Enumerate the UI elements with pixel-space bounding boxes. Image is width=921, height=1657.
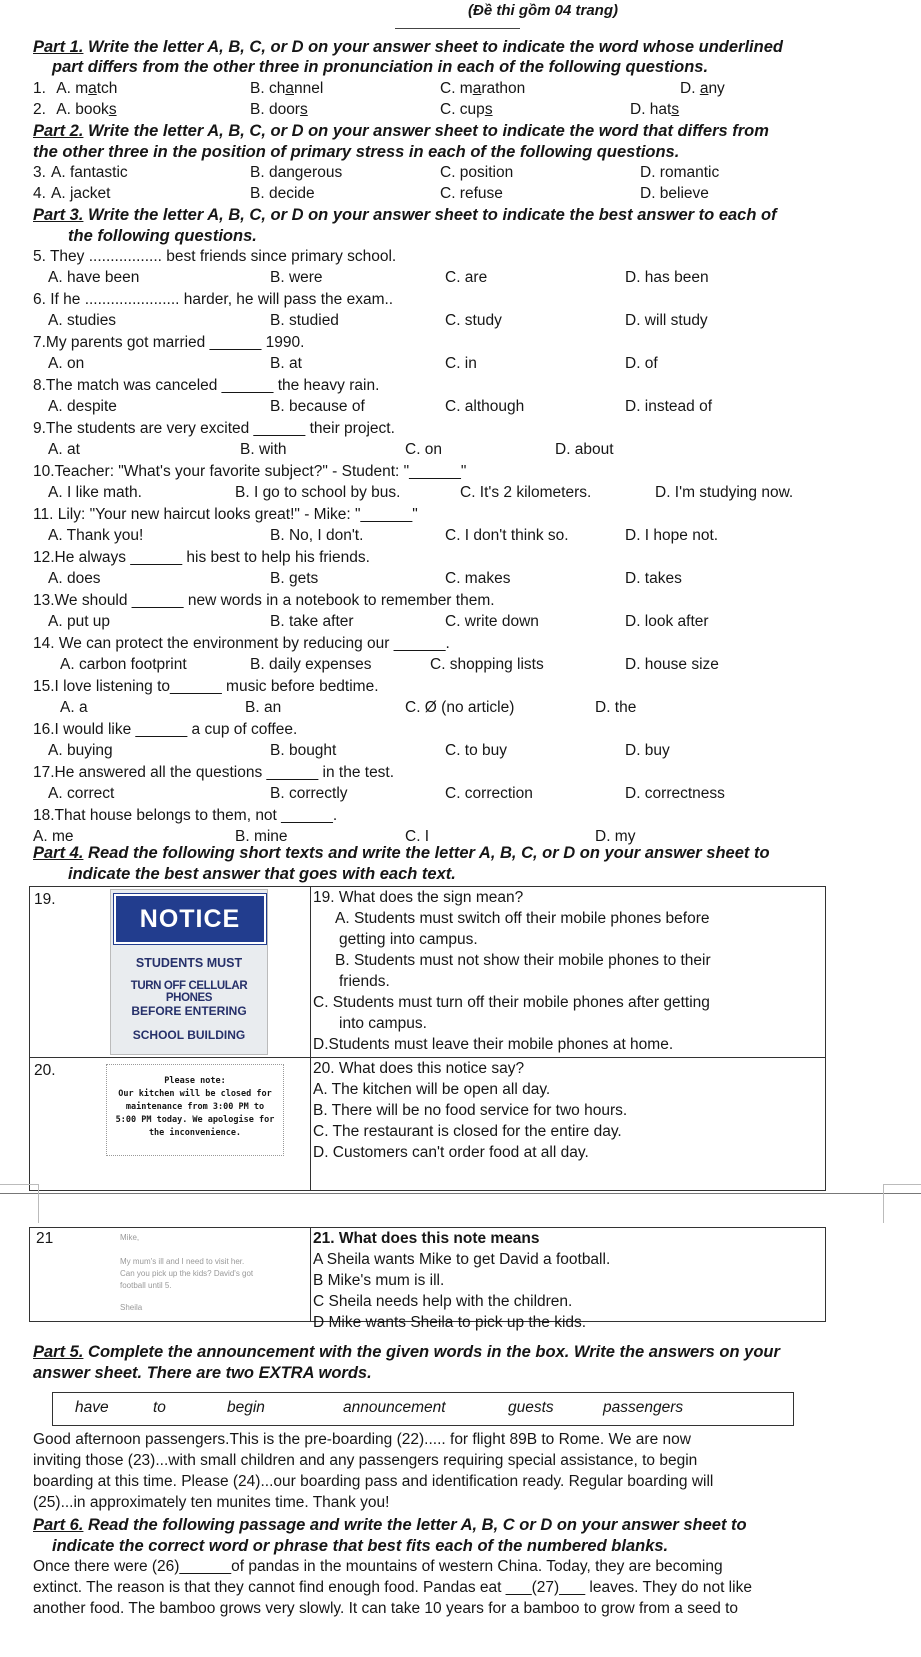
q18-option-a: A. me [33,828,74,845]
q11-option-b: B. No, I don't. [270,527,364,544]
page-header: (Đề thi gồm 04 trang) [468,2,619,19]
q7-option-a: A. on [48,355,85,372]
q2-a: A. books [56,101,117,118]
q12-option-b: B. gets [270,570,319,587]
part5-instr-a: Complete the announcement with the given words in the box. Write the answers on your [88,1343,780,1361]
part4-table [29,886,826,1191]
q14-option-c: C. shopping lists [430,656,544,673]
q3-b: B. dangerous [250,164,343,181]
q1-c: C. marathon [440,80,526,97]
q9-option-b: B. with [240,441,287,458]
part3-instr-a: Write the letter A, B, C, or D on your answer sheet to indicate the best answer to each of [88,206,777,224]
q17-option-a: A. correct [48,785,115,802]
q10-stem: 10.Teacher: "What's your favorite subject?" - Student: "______" [33,463,467,480]
part6-passage-l1: Once there were (26)______of pandas in the mountains of western China. Today, they are becoming [33,1558,723,1575]
q12-stem: 12.He always ______ his best to help his friends. [33,549,370,566]
q10-option-b: B. I go to school by bus. [235,484,401,501]
q21-option-b: B Mike's mum is ill. [313,1272,445,1289]
q19-option-b2: friends. [339,973,390,990]
q4-c: C. refuse [440,185,503,202]
q2-b: B. doors [250,101,308,118]
q6-option-b: B. studied [270,312,339,329]
q20-num: 20. [34,1062,56,1079]
q14-option-d: D. house size [625,656,719,673]
part5-label: Part 5. [33,1343,84,1361]
notice-sign-l4: SCHOOL BUILDING [132,1028,246,1042]
q21-num: 21 [36,1230,54,1247]
part2-instr-a: Write the letter A, B, C, or D on your answer sheet to indicate the word that differs from [88,122,769,140]
q18-option-b: B. mine [235,828,288,845]
kitchen-notice-l3: 5:00 PM today. We apologise for [115,1115,275,1125]
part3-instruction-cont: the following questions. [68,227,257,245]
q13-option-b: B. take after [270,613,354,630]
q2-row [33,101,117,119]
part5-passage-l1: Good afternoon passengers.This is the pre-boarding (22)..... for flight 89B to Rome. We are now [33,1431,691,1448]
q16-option-c: C. to buy [445,742,508,759]
q4-b: B. decide [250,185,315,202]
word-box [52,1392,794,1426]
q12-option-a: A. does [48,570,101,587]
part2-instruction-cont: the other three in the position of primary stress in each of the following questions. [33,143,680,161]
part5-instruction [33,1343,780,1362]
q19-right-cell [311,887,826,1058]
part6-instr-a: Read the following passage and write the letter A, B, C or D on your answer sheet to [88,1516,747,1534]
q8-option-d: D. instead of [625,398,713,415]
part1-label: Part 1. [33,38,84,56]
q14-option-a: A. carbon footprint [60,656,187,673]
q15-option-c: C. Ø (no article) [405,699,515,716]
q12-option-c: C. makes [445,570,511,587]
part5-instruction-cont: answer sheet. There are two EXTRA words. [33,1364,372,1382]
word-box-item-5: guests [508,1399,554,1416]
q11-option-d: D. I hope not. [625,527,719,544]
part5-passage-l4: (25)...in approximately ten munites time. Thank you! [33,1494,390,1511]
q20-option-c: C. The restaurant is closed for the entire day. [313,1123,622,1140]
q21-option-d: D Mike wants Sheila to pick up the kids. [313,1314,587,1331]
q8-option-b: B. because of [270,398,365,415]
q21-option-c: C Sheila needs help with the children. [313,1293,573,1310]
q1-a: A. match [56,80,118,97]
q1-num: 1. [33,80,46,97]
part4-instruction [33,844,770,863]
q15-option-b: B. an [245,699,282,716]
q1-b: B. channel [250,80,324,97]
q19-option-a2: getting into campus. [339,931,478,948]
part2-instruction [33,122,769,141]
word-box-item-4: announcement [343,1399,446,1416]
q8-stem: 8.The match was canceled ______ the heavy rain. [33,377,380,394]
q6-option-a: A. studies [48,312,117,329]
q21-question: 21. What does this note means [313,1230,540,1247]
q12-option-d: D. takes [625,570,682,587]
q20-option-b: B. There will be no food service for two hours. [313,1102,628,1119]
q10-option-a: A. I like math. [48,484,142,501]
sheila-note-l5: Sheila [120,1303,143,1312]
header-rule [395,28,520,29]
word-box-item-6: passengers [603,1399,684,1416]
q5-option-d: D. has been [625,269,709,286]
q19-question: 19. What does the sign mean? [313,889,524,906]
part1-instr-a: Write the letter A, B, C, or D on your answer sheet to indicate the word whose underlined [88,38,783,56]
q13-stem: 13.We should ______ new words in a notebook to remember them. [33,592,495,609]
q19-left-cell [30,887,311,1058]
sheila-note [120,1232,310,1314]
q20-left-cell [30,1058,311,1191]
q9-option-a: A. at [48,441,80,458]
part3-instruction [33,206,777,225]
notice-sign-header [114,894,266,944]
q14-option-b: B. daily expenses [250,656,372,673]
q10-option-c: C. It's 2 kilometers. [460,484,592,501]
sheila-note-l3: Can you pick up the kids? David's got [120,1269,254,1278]
q7-option-c: C. in [445,355,477,372]
q16-option-a: A. buying [48,742,113,759]
q2-c: C. cups [440,101,493,118]
q6-option-c: C. study [445,312,502,329]
q4-d: D. believe [640,185,709,202]
q8-option-c: C. although [445,398,525,415]
part4-instruction-cont: indicate the best answer that goes with each text. [68,865,456,883]
q1-row [33,80,117,98]
kitchen-notice [106,1064,284,1156]
q20-right-cell [311,1058,826,1191]
q13-option-d: D. look after [625,613,709,630]
q11-stem: 11. Lily: "Your new haircut looks great!" - Mike: "______" [33,506,418,523]
q13-option-c: C. write down [445,613,539,630]
q2-d: D. hats [630,101,680,118]
q5-stem: 5. They ................. best friends since primary school. [33,248,397,265]
part6-label: Part 6. [33,1516,84,1534]
q7-option-d: D. of [625,355,658,372]
word-box-item-2: to [153,1399,166,1416]
q19-num: 19. [34,891,56,908]
q11-option-c: C. I don't think so. [445,527,569,544]
q19-option-d: D.Students must leave their mobile phones at home. [313,1036,674,1053]
part4-table-q21 [29,1227,826,1331]
q20-question: 20. What does this notice say? [313,1060,525,1077]
page-break-bracket-right [883,1184,921,1223]
notice-sign [110,889,268,1055]
page-break-line [0,1193,921,1194]
q16-option-b: B. bought [270,742,337,759]
q16-stem: 16.I would like ______ a cup of coffee. [33,721,298,738]
q21-left-cell [30,1228,311,1322]
q2-num: 2. [33,101,46,118]
q18-stem: 18.That house belongs to them, not ______. [33,807,338,824]
notice-sign-l2: TURN OFF CELLULAR PHONES [130,980,248,1004]
notice-sign-l3: BEFORE ENTERING [131,1004,247,1018]
notice-sign-title: NOTICE [139,905,241,933]
q21-option-a: A Sheila wants Mike to get David a football. [313,1251,611,1268]
q19-option-a1: A. Students must switch off their mobile phones before [335,910,710,927]
part6-instruction [33,1516,747,1535]
q9-option-d: D. about [555,441,614,458]
part2-label: Part 2. [33,122,84,140]
q20-option-d: D. Customers can't order food at all day. [313,1144,589,1161]
q18-option-c: C. I [405,828,430,845]
q3-num: 3. [33,164,46,181]
q19-option-c2: into campus. [339,1015,427,1032]
q3-d: D. romantic [640,164,720,181]
q13-option-a: A. put up [48,613,111,630]
q16-option-d: D. buy [625,742,670,759]
q7-option-b: B. at [270,355,302,372]
sheila-note-l1: Mike, [120,1233,140,1242]
kitchen-notice-l1: Our kitchen will be closed for [118,1089,272,1099]
q4-num: 4. [33,185,46,202]
part4-instr-a: Read the following short texts and write the letter A, B, C, or D on your answer sheet to [88,844,770,862]
q21-right-cell [311,1228,826,1331]
q4-a: A. jacket [51,185,111,202]
kitchen-notice-l2: maintenance from 3:00 PM to [125,1102,265,1112]
part3-label: Part 3. [33,206,84,224]
q3-c: C. position [440,164,514,181]
part6-passage-l3: another food. The bamboo grows very slowly. It can take 10 years for a bamboo to grow from a seed to [33,1600,739,1617]
part5-passage-l3: boarding at this time. Please (24)...our boarding pass and identification ready. Regular boarding will [33,1473,714,1490]
q14-stem: 14. We can protect the environment by reducing our ______. [33,635,450,652]
q6-stem: 6. If he ...................... harder, he will pass the exam.. [33,291,394,308]
part1-instruction-cont: part differs from the other three in pronunciation in each of the following questions. [52,58,709,76]
q19-option-b1: B. Students must not show their mobile phones to their [335,952,711,969]
page-break-bracket-left [0,1184,39,1223]
part4-label: Part 4. [33,844,84,862]
notice-sign-l1: STUDENTS MUST [135,956,243,970]
sheila-note-l4: football until 5. [120,1281,172,1290]
part5-passage-l2: inviting those (23)...with small children and any passengers requiring special assistance, to begin [33,1452,698,1469]
q9-stem: 9.The students are very excited ______ their project. [33,420,395,437]
q15-stem: 15.I love listening to______ music before bedtime. [33,678,379,695]
q15-option-a: A. a [60,699,88,716]
q8-option-a: A. despite [48,398,117,415]
sheila-note-l2: My mum's ill and I need to visit her. [120,1257,245,1266]
q3-a: A. fantastic [51,164,128,181]
q1-d: D. any [680,80,725,97]
word-box-item-3: begin [227,1399,265,1416]
kitchen-notice-title: Please note: [164,1076,226,1086]
part6-instruction-cont: indicate the correct word or phrase that best fits each of the numbered blanks. [52,1537,669,1555]
q11-option-a: A. Thank you! [48,527,144,544]
q17-stem: 17.He answered all the questions ______ in the test. [33,764,395,781]
q5-option-c: C. are [445,269,488,286]
q17-option-b: B. correctly [270,785,348,802]
q9-option-c: C. on [405,441,443,458]
kitchen-notice-l4: the inconvenience. [148,1128,242,1138]
q20-option-a: A. The kitchen will be open all day. [313,1081,551,1098]
word-box-item-1: have [75,1399,109,1416]
q6-option-d: D. will study [625,312,708,329]
q15-option-d: D. the [595,699,637,716]
q17-option-c: C. correction [445,785,533,802]
part6-passage-l2: extinct. The reason is that they cannot find enough food. Pandas eat ___(27)___ leaves. They do not like [33,1579,752,1596]
q19-option-c1: C. Students must turn off their mobile phones after getting [313,994,710,1011]
q7-stem: 7.My parents got married ______ 1990. [33,334,305,351]
q17-option-d: D. correctness [625,785,725,802]
q10-option-d: D. I'm studying now. [655,484,794,501]
part1-instruction [33,38,783,57]
q18-option-d: D. my [595,828,636,845]
q5-option-a: A. have been [48,269,140,286]
q5-option-b: B. were [270,269,323,286]
